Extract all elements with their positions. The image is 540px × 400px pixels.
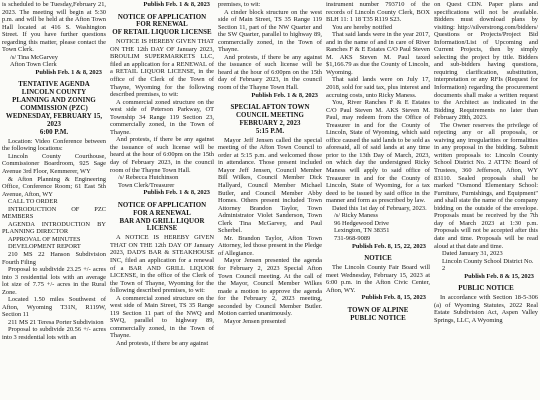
- notice-paragraph: The Lincoln County Fair Board will meet Wednesday, February 15, 2023 at 6:00 p.m. in the Afton Civic Center, Afton, WY.: [326, 263, 430, 294]
- agenda-item: CALL TO ORDER: [8, 198, 58, 206]
- publish-line: Publish Feb. 8 & 15, 2023: [464, 272, 534, 280]
- notice-heading: [110, 202, 214, 234]
- signature-line: Dated January 31, 2023: [442, 250, 503, 258]
- notice-paragraph: & Afton Planning & Engineering Office, Conference Room; 61 East 5th Avenue, Afton, WY: [2, 175, 106, 198]
- notice-paragraph: premises, to wit:: [218, 1, 261, 8]
- notice-heading-line: FEBRUARY 2, 2023: [239, 119, 301, 127]
- signature-line: Lexington, TN 38351: [334, 227, 390, 235]
- signature-line: 96 Hedgewood Drive: [334, 219, 390, 227]
- agenda-item: DEVELOPMENT REPORT: [8, 243, 81, 251]
- publish-line: Publish Feb. 1 & 8, 2023: [251, 91, 318, 99]
- notice-paragraph: instrument number 793710 of the records of Lincoln County Clerk, BOX BLH 11: 1 18 T35 R119 S23.: [326, 1, 430, 24]
- notice-heading-line: TOWN OF ALPINE: [347, 306, 409, 314]
- notice-paragraph: A cinder block structure on the west side of Main Street, TS 35 Range 119 Section 11, part of the NW Quarter and the SW Quarter, parallel to highway 89, commercially zoned, in the Town of Thayne.: [218, 8, 322, 54]
- notice-paragraph: And protests, if there be any against the issuance of such license will be heard at the hour of 6:00pm on the 15th day of February 2023, in the council room of the Thayne Town Hall.: [110, 136, 214, 174]
- signature-line: Town Clerk/Treasurer: [118, 181, 175, 189]
- notice-heading: [326, 255, 430, 263]
- column-1: [2, 1, 106, 400]
- notice-heading: [2, 81, 106, 136]
- signature-line: /s/ Tina McGarvey: [10, 53, 58, 61]
- notice-heading: [110, 14, 214, 38]
- notice-paragraph: Mayor Jensen presented the agenda for February 2, 2023 Special Afton Town Council meeting. At the call of the Mayor, Council Member Wilkes made a motion to approve the agenda for the February 2, 2023 meeting, seconded by Council Member Butler. Motion carried unanimously.: [218, 257, 322, 318]
- column-3: [218, 1, 322, 400]
- notice-paragraph: That said lands were in the year 2017, and in the name of and in care of River Ranches F & E Estates C/O Paul Steven M. AKS Steven M. Paul taxed $1,166.79 as due the County of Lincoln, Wyoming.: [326, 31, 430, 76]
- notice-paragraph: Located 1.50 miles Southwest of Afton, Wyoming T31N, R119W, Section 11: [2, 296, 106, 319]
- notice-heading-line: NOTICE OF APPLICATION: [117, 13, 207, 21]
- notice-heading-line: FOR RENEWAL: [136, 21, 188, 29]
- notice-paragraph: The Owner reserves the privilege of rejecting any or all proposals, or waiving any irregularities or formalities in any proposal in the bidding. Submit written proposals to: Lincoln County School District No. 2 ATTN: Board of Trustees, 360 Jefferson, Afton, WY 83110. Sealed proposals shall be marked "Osmond Elementary School: Furniture, Furnishings, and Equipment" and shall state the name of the company bidding on the outside of the envelope. Proposals must be received by the 7th day of March 2023 at 1:30 p.m. Proposals will not be accepted after this date and time. Proposals will be read aloud at that date and time.: [434, 121, 538, 250]
- notice-paragraph: Location: Video Conference between the following locations:: [2, 137, 106, 153]
- notice-heading-line: OF RETAIL LIQUOR LICENSE: [112, 29, 212, 37]
- notice-heading-line: 5:15 P.M.: [255, 127, 285, 135]
- publish-line: Publish Feb. 8, 15, 22, 2023: [351, 242, 426, 250]
- signature-line: /s/ Ricky Maness: [334, 212, 379, 220]
- notice-paragraph: In accordance with Section 18-5-306 (a) of Wyoming Statutes, 2022 Real Estate Subdivision Act, Aspen Valley Springs, LLC, A Wyoming: [434, 294, 538, 324]
- notice-paragraph: Mayor Jeff Jensen called the special meeting of the Afton Town Council to order at 5:15 p.m. and welcomed those in attendance. Those present included Mayor Jeff Jensen, Council Member Bill Wilkes, Council Member Dick Hallyard, Council Member Michael Butler, and Council Member Abby Homes. Others present included Town Attorney Brandon Taylor, Town Administrator Violet Sanderson, Town Clerk Tina McGarvey, and Paul Scherbel.: [218, 136, 322, 235]
- notice-heading-line: PUBLIC NOTICE: [458, 285, 514, 293]
- agenda-item: 210 MS 22 Hanson Subdivision Fourth Filing: [2, 251, 106, 266]
- publish-line: Publish Feb. 1 & 8, 2023: [143, 1, 210, 8]
- notice-heading-line: NOTICE OF APPLICATION: [117, 201, 207, 209]
- notice-heading-line: 6:00 P.M.: [39, 128, 69, 136]
- publish-line: Publish Feb. 8, 15, 2023: [361, 294, 426, 302]
- notice-heading-line: PLANNING AND ZONING: [12, 97, 96, 105]
- signature-line: 731-968-9089: [334, 234, 371, 242]
- notice-heading-line: LINCOLN COUNTY: [21, 89, 87, 97]
- notice-paragraph: is scheduled to be Tuesday,February 21, 2023. The meeting will begin at 5:30 p.m. and will be held at the Afton Town Hall located at 416 S. Washington Street. If you have further questions regarding this matter, please contact the Town Clerk.: [2, 1, 106, 54]
- notice-heading-line: COUNCIL MEETING: [236, 112, 304, 120]
- column-5: [434, 1, 538, 400]
- column-2: [110, 1, 214, 400]
- notice-paragraph: Dated this 1st day of February, 2023.: [332, 204, 427, 212]
- notice-paragraph: Proposal to subdivide 20.56 +/- acres into 3 residential lots with an: [2, 326, 106, 342]
- notice-paragraph: NOTICE IS HEREBY GIVEN THAT ON THE 12th DAY OF January 2023, BROULIM SUPERMARKETS LLC, filed an application for a RENEWAL of a RETAIL LIQUOR LICENSE, in the office of the Clerk of the Town of Thayne, Wyoming for the following described premises, to wit:: [110, 38, 214, 99]
- signature-line: Afton Town Clerk: [10, 61, 57, 69]
- notice-paragraph: Proposal to subdivide 23.25 +/- acres into 3 residential lots with an average lot size of 7.75 +/- acres in the Rural Zone.: [2, 266, 106, 296]
- agenda-item: APPROVAL OF MINUTES: [8, 235, 81, 243]
- notice-paragraph: And protests, if there be any against the issuance of such license will be heard at the hour of 6:00pm on the 15th day of February 2023, in the council room of the Thayne Town Hall.: [218, 53, 322, 92]
- notice-heading: [434, 285, 538, 293]
- agenda-item: INTRODUCTION OF PZC MEMBERS: [2, 205, 106, 221]
- notice-heading-line: PUBLIC NOTICE: [350, 314, 406, 322]
- column-4: [326, 1, 430, 400]
- publish-line: Publish Feb. 1 & 8, 2023: [35, 68, 102, 76]
- notice-paragraph: Mayor Jensen presented: [224, 317, 286, 325]
- notice-paragraph: on Quest CDN. Paper plans and specifications will not be available. Bidders must download plans by visiting: http://silverstrong.com/bidders/ Questions or Projects/Project Bid Information/List of Upcoming and Current Projects, then by simply selecting the project by title. Bidders and sub-bidders having questions, requiring clarification, substitution, interpretation or any RFIs (Request for Information) regarding the procurement documents shall make a written request to the Architect as indicated in the Bidding Requirements no later than February 28th, 2023.: [434, 1, 538, 122]
- notice-heading-line: FOR A RENEWAL: [133, 209, 191, 217]
- notice-heading: [218, 104, 322, 136]
- notice-heading-line: LICENSE: [146, 225, 178, 233]
- signature-line: Lincoln County School District No. 2: [442, 257, 534, 273]
- notice-paragraph: You are hereby notified: [332, 23, 393, 31]
- notice-heading: [326, 307, 430, 323]
- notice-heading-line: NOTICE: [364, 255, 392, 263]
- notice-paragraph: Lincoln County Courthouse, Commissioner Boardroom, 925 Sage Avenue 3rd Floor, Kemmerer, WY: [2, 152, 106, 175]
- agenda-item: 211 MS 21 Teresa Porter Subdivision: [8, 318, 104, 326]
- signature-line: /s/ Rebecca Hutchinson: [118, 174, 179, 182]
- notice-paragraph: Mr. Brandon Taylor, Afton Town Attorney, led those present in the Pledge of Allegiance.: [218, 234, 322, 257]
- agenda-item: AGENDA INTRODUCTION BY PLANNING DIRECTOR: [2, 220, 106, 236]
- notice-paragraph: You, River Ranches F & E Estates C/O Paul Steven M. AKS Steven M. Paul, may redeem from the Office of Treasurer in and for the County of Lincoln, State of Wyoming, which said office caused the said lands to be sold as aforesaid, all of said lands at any time prior to the 13th Day of March, 2023, on which day the undersigned Ricky Maness will apply to said office of Treasurer in and for the County of Lincoln, State of Wyoming, for a tax deed to be issued by said office in the manner and form as prescribed by law.: [326, 99, 430, 205]
- publish-line: Publish Feb. 1 & 8, 2023: [143, 189, 210, 197]
- notice-heading-line: SPECIAL AFTON TOWN: [230, 104, 310, 112]
- notice-paragraph: And protests, if there be any against: [116, 340, 209, 348]
- notice-paragraph: A commercial zoned structure on the west side of Peterson Parkway, OT Township 34 Range 119 Section 23, commercially zoned, in the Town of Thayne.: [110, 98, 214, 136]
- notice-paragraph: A commercial zoned structure on the west side of Main Street, TS 35 Range 119 Section 11 part of the NWQ and SWQ, parallel to highway 89, commercially zoned, in the Town of Thayne.: [110, 294, 214, 340]
- notice-paragraph: A NOTICE IS HEREBY GIVEN THAT ON THE 12th DAY OF January 2023, DAD'S BAR & STEAKHOUSE INC, filed an application for a renewal of a BAR AND GRILL LIQUOR LICENSE, in the office of the Clerk of the Town of Thayne, Wyoming for the following described premises, to wit:: [110, 234, 214, 295]
- notice-heading-line: COMMISSION (PZC): [20, 105, 88, 113]
- notice-heading-line: BAR AND GRILL LIQUOR: [119, 217, 205, 225]
- notice-paragraph: That said lands were on July 17, 2018, sold for said tax, plus interest and accruing costs, unto Ricky Maness.: [326, 76, 430, 99]
- notice-heading-line: TENTATIVE AGENDA: [18, 81, 90, 89]
- notice-heading-line: WEDNESDAY, FEBRUARY 15, 2023: [5, 113, 103, 128]
